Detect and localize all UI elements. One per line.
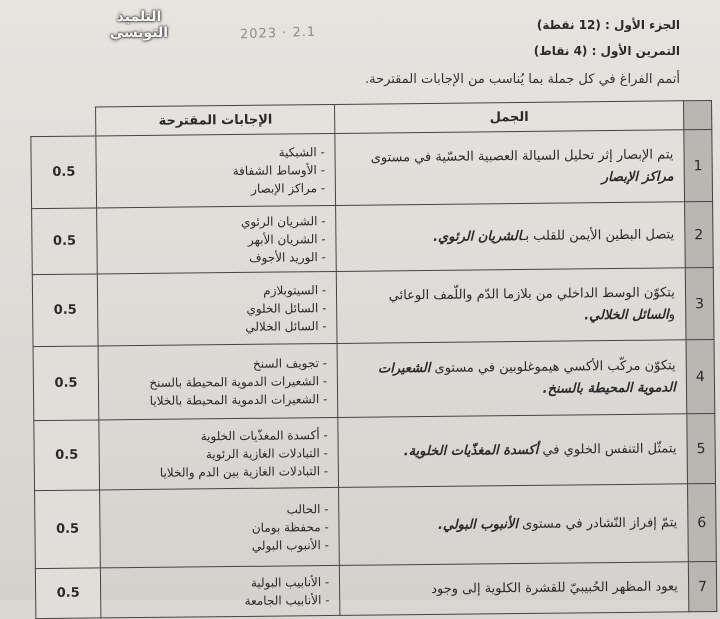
option-item: - التبادلات الغازية الرئوية — [205, 445, 329, 461]
option-item: - الأنابيب الجامعة — [244, 592, 330, 608]
sentence-answer: السائل الخلالي. — [584, 306, 669, 323]
faded-stamp: 2023 · 2.1 — [239, 24, 317, 43]
row-number: 6 — [687, 483, 716, 561]
option-item: - السائل الخلوي — [246, 300, 327, 316]
site-logo — [108, 2, 170, 48]
option-item: - الأنابيب البولية — [250, 574, 330, 590]
table-row — [31, 130, 713, 209]
options-cell — [97, 271, 337, 345]
table-row — [35, 561, 716, 618]
table-row — [35, 483, 717, 568]
sentence-text: يتكوّن الوسط الداخلي من بلازما الدّم واللّمف الوعائي و — [388, 284, 676, 322]
sentence-text: يعود المظهر الحُبيبيّ للقشرة الكلوية إلى وجود — [431, 578, 678, 597]
sentence-cell — [340, 562, 689, 616]
row-number: 2 — [684, 201, 713, 267]
sentence-text: يتمثّل التنفس الخلوي في — [542, 440, 677, 458]
option-item: - الوريد الأجوف — [249, 249, 326, 265]
score-header — [31, 107, 96, 137]
sentence-text: يتم الإبصار إثر تحليل السيالة العصبية الحسّية في مستوى — [370, 146, 674, 166]
sentence-answer: الشريان الرئوي. — [432, 228, 522, 245]
score-cell: 0.5 — [32, 208, 98, 275]
row-number: 1 — [684, 130, 713, 202]
option-item: - تجويف السنخ — [252, 355, 328, 371]
exercise-table — [30, 100, 717, 619]
sentence-answer: مراكز الإبصار — [601, 168, 674, 185]
options-cell — [97, 205, 337, 274]
options-cell — [100, 487, 340, 567]
score-cell: 0.5 — [35, 568, 101, 619]
score-cell: 0.5 — [32, 274, 98, 347]
table-row — [34, 413, 716, 490]
sentence-text: يتصل البطين الأيمن للقلب بـ — [521, 226, 675, 244]
options-cell — [98, 343, 338, 419]
option-item: - الشريان الرئوي — [240, 213, 326, 229]
option-item: - الأنبوب البولي — [251, 537, 330, 553]
option-item: - الشبكية — [278, 144, 325, 160]
options-cell — [101, 565, 341, 618]
sentence-answer: الشعيرات الدموية المحيطة بالسنخ. — [377, 360, 676, 397]
row-number: 7 — [688, 561, 717, 611]
table-row — [32, 201, 714, 274]
option-item: - الشريان الأبهر — [247, 231, 326, 247]
row-number: 3 — [685, 267, 714, 339]
sentence-cell — [337, 268, 686, 344]
options-cell — [96, 133, 336, 207]
option-item: - السيتوبلازم — [263, 282, 327, 298]
option-item: - السائل الخلالي — [245, 318, 327, 334]
score-cell: 0.5 — [35, 490, 101, 569]
sentence-cell — [335, 130, 684, 206]
sentence-cell — [338, 414, 687, 488]
score-cell: 0.5 — [33, 346, 99, 421]
table-row — [33, 339, 715, 420]
option-item: - محفظة بومان — [251, 519, 329, 535]
sentence-cell — [339, 484, 688, 566]
row-number: 4 — [686, 339, 715, 413]
logo-line-2: التونسي — [109, 25, 169, 41]
sentence-answer: الأنبوب البولي. — [437, 516, 518, 533]
option-item: - أكسدة المغذّيات الخلوية — [200, 427, 328, 443]
answers-header: الإجابات المقترحة — [96, 104, 335, 136]
exercise-heading: التمرين الأول : (4 نقاط) — [533, 44, 680, 58]
sentence-text: يتكوّن مركّب الأكسي هيموغلوبين في مستوى — [434, 357, 676, 376]
table-row — [32, 267, 714, 346]
option-item: - الحالب — [286, 501, 329, 516]
sentence-answer: أكسدة المغذّيات الخلوية. — [403, 442, 539, 459]
option-item: - الشعيرات الدموية المحيطة بالخلايا — [149, 391, 328, 408]
option-item: - الأوساط الشفافة — [232, 162, 326, 178]
sentences-header: الجمل — [335, 101, 684, 134]
option-item: - مراكز الإبصار — [251, 180, 326, 196]
options-cell — [99, 417, 339, 490]
part-heading: الجزء الأول : (12 نقطة) — [536, 18, 680, 32]
instruction: أتمم الفراغ في كل جملة بما يُناسب من الإجابات المقترحة. — [364, 72, 680, 87]
row-number: 5 — [687, 413, 716, 483]
sentence-cell — [337, 340, 686, 418]
score-cell: 0.5 — [34, 420, 100, 491]
logo-line-1: التلميذ — [116, 9, 162, 25]
option-item: - التبادلات الغازية بين الدم والخلايا — [159, 463, 329, 480]
score-cell: 0.5 — [31, 136, 97, 209]
num-header — [683, 101, 712, 130]
sentence-text: يتمّ إفراز النّشادر في مستوى — [521, 514, 678, 532]
option-item: - الشعيرات الدموية المحيطة بالسنخ — [149, 373, 328, 390]
sentence-cell — [336, 202, 685, 272]
